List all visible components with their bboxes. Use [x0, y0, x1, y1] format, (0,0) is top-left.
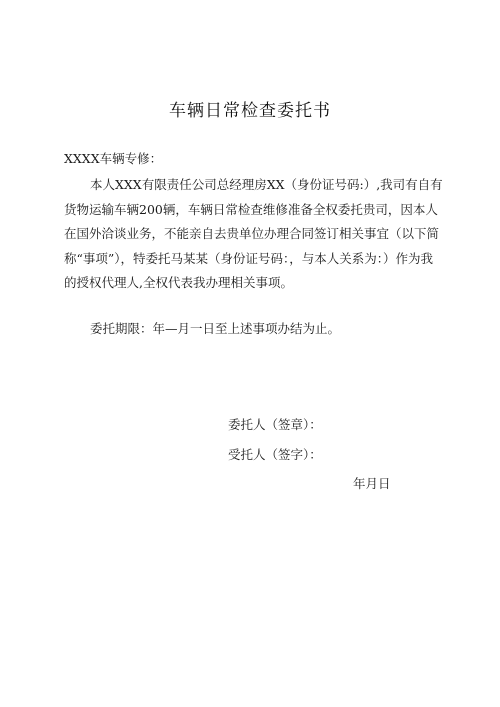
- body-paragraph: 本人XXX有限责任公司总经理房XX（身份证号码:）,我司有自有货物运输车辆200辆，车辆日常检查维修准备全权委托贵司，因本人在国外洽谈业务，不能亲自去贵单位办理合同签订相关事宜（以下简称“事项”），特委托马某某（身份证号码：，与本人关系为：）作为我的授权代理人,全权代表我办理相关事项。: [64, 177, 443, 290]
- principal-signature-line: 委托人（签章）：: [228, 417, 322, 432]
- salutation: XXXX车辆专修：: [64, 151, 163, 166]
- document-title: 车辆日常检查委托书: [169, 101, 331, 121]
- agent-signature-line: 受托人（签字）：: [228, 447, 322, 462]
- term-paragraph: 委托期限：年—月一日至上述事项办结为止。: [90, 321, 341, 336]
- date-line: 年月日: [353, 476, 391, 491]
